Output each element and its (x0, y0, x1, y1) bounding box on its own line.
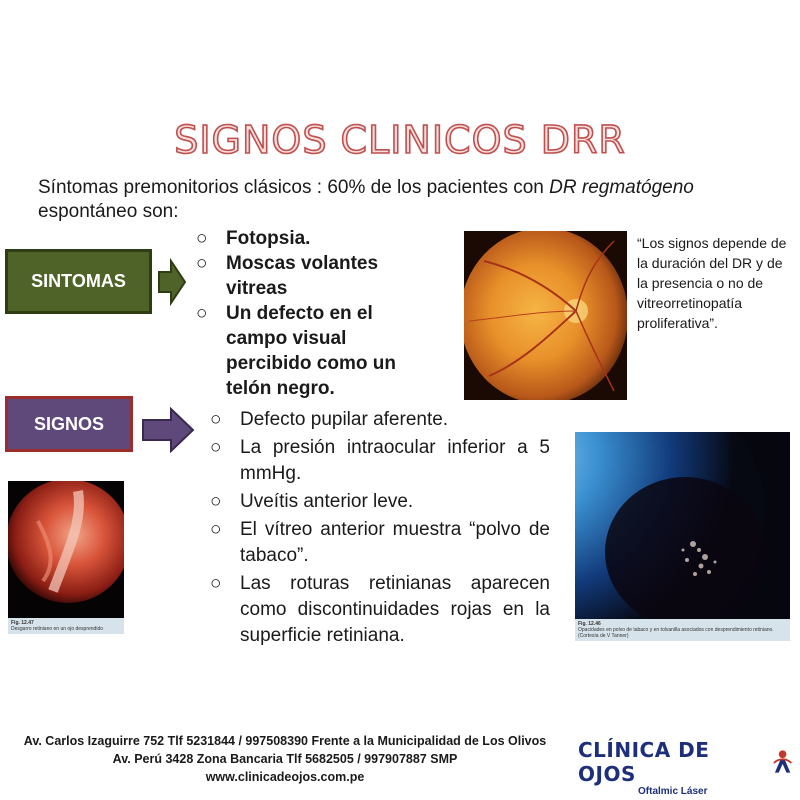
bullet-circle-icon: ○ (210, 573, 222, 594)
sintoma-text: Un defecto en el campo visual percibido como un telón negro. (226, 303, 402, 399)
sintoma-text: Fotopsia. (226, 228, 311, 249)
list-item (210, 435, 550, 487)
quote-text: “Los signos depende de la duración del DR y de la presencia o no de vitreorretinopatía proliferativa”. (637, 235, 787, 331)
sintomas-label: SINTOMAS (31, 271, 126, 291)
bullet-circle-icon: ○ (210, 409, 222, 430)
signos-arrow-icon (141, 407, 195, 453)
bullet-circle-icon: ○ (196, 228, 208, 249)
tobacco-dust-photo-image (575, 432, 790, 641)
person-logo-icon (772, 749, 793, 775)
intro-text-after: espontáneo son: (38, 201, 179, 222)
footer-line-2: Av. Perú 3428 Zona Bancaria Tlf 5682505 / 997907887 SMP (112, 752, 458, 766)
bullet-circle-icon: ○ (210, 437, 222, 458)
sintoma-text: Moscas volantes vitreas (226, 253, 379, 299)
list-item (210, 489, 550, 515)
figure-label: Fig. 12.47 (11, 620, 34, 626)
intro-text-before: Síntomas premonitorios clásicos : 60% de los pacientes con (38, 177, 550, 198)
brand-name: CLÍNICA DE OJOS (578, 738, 710, 786)
list-item (196, 251, 436, 301)
list-item (210, 407, 550, 433)
signo-text: Las roturas retinianas aparecen como discontinuidades rojas en la superficie retiniana. (240, 573, 550, 646)
bullet-circle-icon: ○ (196, 253, 208, 274)
signo-text: Uveítis anterior leve. (240, 491, 414, 512)
brand-subtitle: Oftalmic Láser (638, 786, 708, 797)
fundus-photo-image (464, 231, 627, 400)
figure-label: Fig. 12.46 (578, 621, 601, 627)
bullet-circle-icon: ○ (210, 491, 222, 512)
bullet-circle-icon: ○ (210, 519, 222, 540)
figure-caption-text: Desgarro retiniano en un ojo desprendido (11, 626, 104, 632)
bullet-circle-icon: ○ (196, 303, 208, 324)
brand-logo (578, 738, 793, 797)
signos-label: SIGNOS (33, 413, 104, 434)
sintomas-list (196, 226, 436, 401)
figure-caption (575, 619, 790, 641)
sintomas-arrow-icon (157, 258, 187, 306)
signo-text: La presión intraocular inferior a 5 mmHg. (240, 437, 550, 484)
signo-text: Defecto pupilar aferente. (240, 409, 449, 430)
retinal-tear-photo-image (8, 481, 124, 634)
footer-address (0, 732, 570, 786)
figure-caption (8, 618, 124, 634)
list-item (196, 301, 436, 401)
footer-line-1: Av. Carlos Izaguirre 752 Tlf 5231844 / 997508390 Frente a la Municipalidad de Los Olivos (23, 734, 547, 748)
list-item (210, 517, 550, 569)
figure-caption-text: Opacidades en polvo de tabaco y en tolvanilla asociados con desprendimiento retiniano. (Cortesía de V Tanner) (578, 627, 774, 639)
sintomas-label-box (5, 249, 152, 314)
page-title: SIGNOS CLINICOS DRR (174, 118, 626, 162)
signos-list (210, 407, 550, 651)
intro-text (38, 176, 788, 224)
signos-label-box (5, 396, 133, 452)
list-item (210, 571, 550, 649)
signo-text: El vítreo anterior muestra “polvo de tabaco”. (240, 519, 550, 566)
footer-website: www.clinicadeojos.com.pe (205, 770, 365, 784)
list-item (196, 226, 436, 251)
intro-italic: DR regmatógeno (549, 177, 694, 198)
